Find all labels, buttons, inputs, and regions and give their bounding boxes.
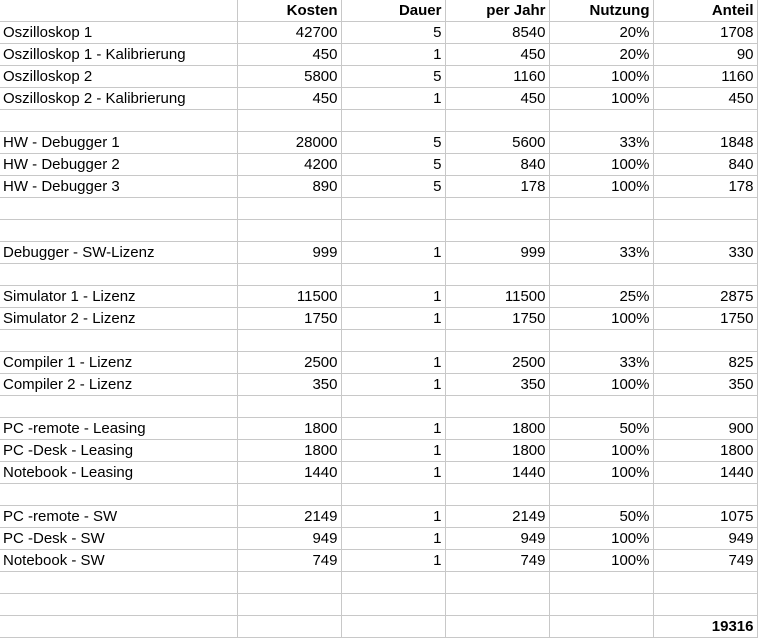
cell-kosten[interactable]: [237, 396, 341, 418]
cell-nutzung[interactable]: 100%: [549, 440, 653, 462]
table-row: [0, 594, 757, 616]
cell-label[interactable]: Notebook - Leasing: [0, 462, 237, 484]
cell-dauer[interactable]: 5: [341, 22, 445, 44]
cell-dauer[interactable]: 1: [341, 374, 445, 396]
cell-nutzung[interactable]: 50%: [549, 418, 653, 440]
table-row: [0, 154, 757, 176]
table-row: [0, 572, 757, 594]
cell-label[interactable]: Oszilloskop 1 - Kalibrierung: [0, 44, 237, 66]
header-cell-label[interactable]: [0, 0, 237, 22]
table-row: [0, 198, 757, 220]
table-row: [0, 484, 757, 506]
cell-kosten[interactable]: [237, 264, 341, 286]
table-row: [0, 352, 757, 374]
cell-dauer[interactable]: 1: [341, 352, 445, 374]
cell-anteil[interactable]: 1848: [653, 132, 757, 154]
cell-dauer[interactable]: 1: [341, 550, 445, 572]
cell-label[interactable]: PC -Desk - SW: [0, 528, 237, 550]
cell-nutzung[interactable]: 20%: [549, 44, 653, 66]
header-cell-kosten[interactable]: Kosten: [237, 0, 341, 22]
cell-kosten[interactable]: 4200: [237, 154, 341, 176]
cell-anteil[interactable]: [653, 396, 757, 418]
cell-kosten[interactable]: [237, 484, 341, 506]
cell-anteil[interactable]: [653, 110, 757, 132]
cell-nutzung[interactable]: 20%: [549, 22, 653, 44]
cell-label[interactable]: [0, 484, 237, 506]
cell-dauer[interactable]: [341, 264, 445, 286]
header-cell-dauer[interactable]: Dauer: [341, 0, 445, 22]
cell-per-jahr[interactable]: 749: [445, 550, 549, 572]
cell-label[interactable]: [0, 220, 237, 242]
cell-kosten[interactable]: 1440: [237, 462, 341, 484]
table-row: [0, 66, 757, 88]
cell-anteil[interactable]: [653, 264, 757, 286]
cell-anteil[interactable]: 330: [653, 242, 757, 264]
cell-label[interactable]: [0, 198, 237, 220]
cell-dauer[interactable]: [341, 330, 445, 352]
cell-dauer[interactable]: [341, 198, 445, 220]
cell-dauer[interactable]: [341, 484, 445, 506]
cell-per-jahr[interactable]: 5600: [445, 132, 549, 154]
cell-anteil[interactable]: 949: [653, 528, 757, 550]
cell-label[interactable]: [0, 572, 237, 594]
table-row: [0, 440, 757, 462]
cell-label[interactable]: HW - Debugger 2: [0, 154, 237, 176]
cell-dauer[interactable]: [341, 396, 445, 418]
cell-anteil[interactable]: 1075: [653, 506, 757, 528]
cell-dauer[interactable]: 1: [341, 286, 445, 308]
cell-kosten[interactable]: 1800: [237, 418, 341, 440]
cell-nutzung[interactable]: [549, 198, 653, 220]
header-cell-anteil[interactable]: Anteil: [653, 0, 757, 22]
cell-dauer[interactable]: [341, 110, 445, 132]
cell-dauer[interactable]: [341, 220, 445, 242]
cell-kosten[interactable]: 749: [237, 550, 341, 572]
table-row: [0, 506, 757, 528]
cell-nutzung[interactable]: 100%: [549, 176, 653, 198]
cell-kosten[interactable]: 42700: [237, 22, 341, 44]
cell-nutzung[interactable]: 100%: [549, 308, 653, 330]
cell-nutzung[interactable]: [549, 330, 653, 352]
cell-dauer[interactable]: 1: [341, 88, 445, 110]
cell-nutzung[interactable]: [549, 220, 653, 242]
cell-dauer[interactable]: [341, 572, 445, 594]
cell-dauer[interactable]: 1: [341, 44, 445, 66]
cell-per-jahr[interactable]: [445, 198, 549, 220]
cell-label[interactable]: PC -remote - SW: [0, 506, 237, 528]
table-row: [0, 418, 757, 440]
cell-kosten[interactable]: 1750: [237, 308, 341, 330]
cell-per-jahr[interactable]: 2149: [445, 506, 549, 528]
cell-nutzung[interactable]: [549, 594, 653, 616]
cell-per-jahr[interactable]: 999: [445, 242, 549, 264]
cell-nutzung[interactable]: [549, 484, 653, 506]
cell-nutzung[interactable]: 33%: [549, 132, 653, 154]
cell-label[interactable]: Simulator 1 - Lizenz: [0, 286, 237, 308]
cell-per-jahr[interactable]: [445, 220, 549, 242]
cell-nutzung[interactable]: 33%: [549, 242, 653, 264]
cell-anteil[interactable]: 840: [653, 154, 757, 176]
cell-anteil[interactable]: [653, 330, 757, 352]
cell-kosten[interactable]: 450: [237, 88, 341, 110]
cell-anteil[interactable]: [653, 198, 757, 220]
total-row: [0, 616, 757, 638]
cell-per-jahr[interactable]: 450: [445, 44, 549, 66]
cell-dauer[interactable]: 1: [341, 308, 445, 330]
header-row: [0, 0, 757, 22]
cell-dauer[interactable]: [341, 594, 445, 616]
cell-kosten[interactable]: 999: [237, 242, 341, 264]
cell-nutzung[interactable]: 100%: [549, 88, 653, 110]
cell-nutzung[interactable]: [549, 110, 653, 132]
cell-kosten[interactable]: 350: [237, 374, 341, 396]
cell-per-jahr[interactable]: 11500: [445, 286, 549, 308]
cell-nutzung[interactable]: 100%: [549, 154, 653, 176]
table-row: [0, 132, 757, 154]
cell-nutzung[interactable]: 100%: [549, 528, 653, 550]
cell-per-jahr[interactable]: 1160: [445, 66, 549, 88]
cell-anteil[interactable]: 825: [653, 352, 757, 374]
table-row: [0, 220, 757, 242]
cell-per-jahr[interactable]: [445, 396, 549, 418]
cell-dauer[interactable]: 5: [341, 154, 445, 176]
cell-kosten[interactable]: [237, 330, 341, 352]
table-row: [0, 110, 757, 132]
cell-anteil[interactable]: [653, 594, 757, 616]
cell-per-jahr[interactable]: 8540: [445, 22, 549, 44]
cell-per-jahr[interactable]: 178: [445, 176, 549, 198]
total-sum-cell[interactable]: 19316: [653, 616, 757, 638]
cell-anteil[interactable]: 1708: [653, 22, 757, 44]
cell-per-jahr[interactable]: [445, 264, 549, 286]
cell-label[interactable]: Simulator 2 - Lizenz: [0, 308, 237, 330]
cell-per-jahr[interactable]: 350: [445, 374, 549, 396]
cell-anteil[interactable]: 900: [653, 418, 757, 440]
cell-dauer[interactable]: 5: [341, 66, 445, 88]
cell-nutzung[interactable]: 100%: [549, 374, 653, 396]
cell-dauer[interactable]: 1: [341, 506, 445, 528]
cell-dauer[interactable]: 1: [341, 528, 445, 550]
table-row: [0, 308, 757, 330]
cell-label[interactable]: Oszilloskop 2 - Kalibrierung: [0, 88, 237, 110]
cell-label[interactable]: Compiler 2 - Lizenz: [0, 374, 237, 396]
cell-anteil[interactable]: 1750: [653, 308, 757, 330]
cell-anteil[interactable]: 350: [653, 374, 757, 396]
cell-nutzung[interactable]: [549, 396, 653, 418]
cell-kosten[interactable]: 890: [237, 176, 341, 198]
cell-dauer[interactable]: 1: [341, 462, 445, 484]
cell-kosten[interactable]: 28000: [237, 132, 341, 154]
cell-label[interactable]: [0, 330, 237, 352]
cell-per-jahr[interactable]: 840: [445, 154, 549, 176]
cell-kosten[interactable]: [237, 594, 341, 616]
cell-kosten[interactable]: 949: [237, 528, 341, 550]
cell-nutzung[interactable]: 100%: [549, 550, 653, 572]
cell-nutzung[interactable]: 50%: [549, 506, 653, 528]
cell-nutzung[interactable]: 33%: [549, 352, 653, 374]
cell-label[interactable]: Compiler 1 - Lizenz: [0, 352, 237, 374]
cell-per-jahr[interactable]: [445, 572, 549, 594]
cell-anteil[interactable]: 1160: [653, 66, 757, 88]
header-cell-nutzung[interactable]: Nutzung: [549, 0, 653, 22]
table-row: [0, 286, 757, 308]
cell-anteil[interactable]: 178: [653, 176, 757, 198]
cell-per-jahr[interactable]: 1750: [445, 308, 549, 330]
cell-label[interactable]: [0, 396, 237, 418]
table-row: [0, 550, 757, 572]
cell-label[interactable]: [0, 110, 237, 132]
cell-anteil[interactable]: 749: [653, 550, 757, 572]
header-cell-per-jahr[interactable]: per Jahr: [445, 0, 549, 22]
cell-anteil[interactable]: 1800: [653, 440, 757, 462]
cell-label[interactable]: PC -Desk - Leasing: [0, 440, 237, 462]
cell-nutzung[interactable]: 100%: [549, 462, 653, 484]
cell-kosten[interactable]: [237, 616, 341, 638]
cell-kosten[interactable]: 2500: [237, 352, 341, 374]
cell-label[interactable]: HW - Debugger 1: [0, 132, 237, 154]
cell-dauer[interactable]: 1: [341, 242, 445, 264]
cell-label[interactable]: Notebook - SW: [0, 550, 237, 572]
cell-per-jahr[interactable]: 1440: [445, 462, 549, 484]
cell-kosten[interactable]: 1800: [237, 440, 341, 462]
table-row: [0, 88, 757, 110]
table-row: [0, 396, 757, 418]
cell-per-jahr[interactable]: [445, 594, 549, 616]
cell-dauer[interactable]: 1: [341, 440, 445, 462]
cell-kosten[interactable]: [237, 198, 341, 220]
cell-kosten[interactable]: 450: [237, 44, 341, 66]
cell-per-jahr[interactable]: [445, 616, 549, 638]
cell-dauer[interactable]: 5: [341, 132, 445, 154]
cell-kosten[interactable]: 2149: [237, 506, 341, 528]
cell-nutzung[interactable]: [549, 264, 653, 286]
cell-anteil[interactable]: [653, 220, 757, 242]
table-row: [0, 242, 757, 264]
cell-nutzung[interactable]: 100%: [549, 66, 653, 88]
cell-label[interactable]: PC -remote - Leasing: [0, 418, 237, 440]
cell-label[interactable]: Oszilloskop 2: [0, 66, 237, 88]
cell-kosten[interactable]: 11500: [237, 286, 341, 308]
cell-per-jahr[interactable]: 949: [445, 528, 549, 550]
cell-kosten[interactable]: [237, 572, 341, 594]
cell-dauer[interactable]: 5: [341, 176, 445, 198]
cell-kosten[interactable]: 5800: [237, 66, 341, 88]
cell-label[interactable]: Oszilloskop 1: [0, 22, 237, 44]
cell-per-jahr[interactable]: 450: [445, 88, 549, 110]
cell-label[interactable]: Debugger - SW-Lizenz: [0, 242, 237, 264]
cell-label[interactable]: HW - Debugger 3: [0, 176, 237, 198]
table-row: [0, 462, 757, 484]
table-row: [0, 264, 757, 286]
cell-per-jahr[interactable]: 2500: [445, 352, 549, 374]
cell-nutzung[interactable]: [549, 616, 653, 638]
cell-label[interactable]: [0, 264, 237, 286]
cell-anteil[interactable]: 2875: [653, 286, 757, 308]
table-row: [0, 528, 757, 550]
table-row: [0, 330, 757, 352]
cell-per-jahr[interactable]: 1800: [445, 418, 549, 440]
cell-per-jahr[interactable]: 1800: [445, 440, 549, 462]
cell-per-jahr[interactable]: [445, 484, 549, 506]
cell-nutzung[interactable]: 25%: [549, 286, 653, 308]
cell-nutzung[interactable]: [549, 572, 653, 594]
table-row: [0, 22, 757, 44]
table-row: [0, 374, 757, 396]
cell-dauer[interactable]: [341, 616, 445, 638]
cell-per-jahr[interactable]: [445, 110, 549, 132]
cell-dauer[interactable]: 1: [341, 418, 445, 440]
cell-anteil[interactable]: [653, 484, 757, 506]
cell-anteil[interactable]: 90: [653, 44, 757, 66]
cell-kosten[interactable]: [237, 110, 341, 132]
table-row: [0, 44, 757, 66]
cell-label[interactable]: [0, 616, 237, 638]
cell-kosten[interactable]: [237, 220, 341, 242]
cell-anteil[interactable]: 450: [653, 88, 757, 110]
cell-anteil[interactable]: 1440: [653, 462, 757, 484]
cell-per-jahr[interactable]: [445, 330, 549, 352]
cell-anteil[interactable]: [653, 572, 757, 594]
cell-label[interactable]: [0, 594, 237, 616]
table-row: [0, 176, 757, 198]
